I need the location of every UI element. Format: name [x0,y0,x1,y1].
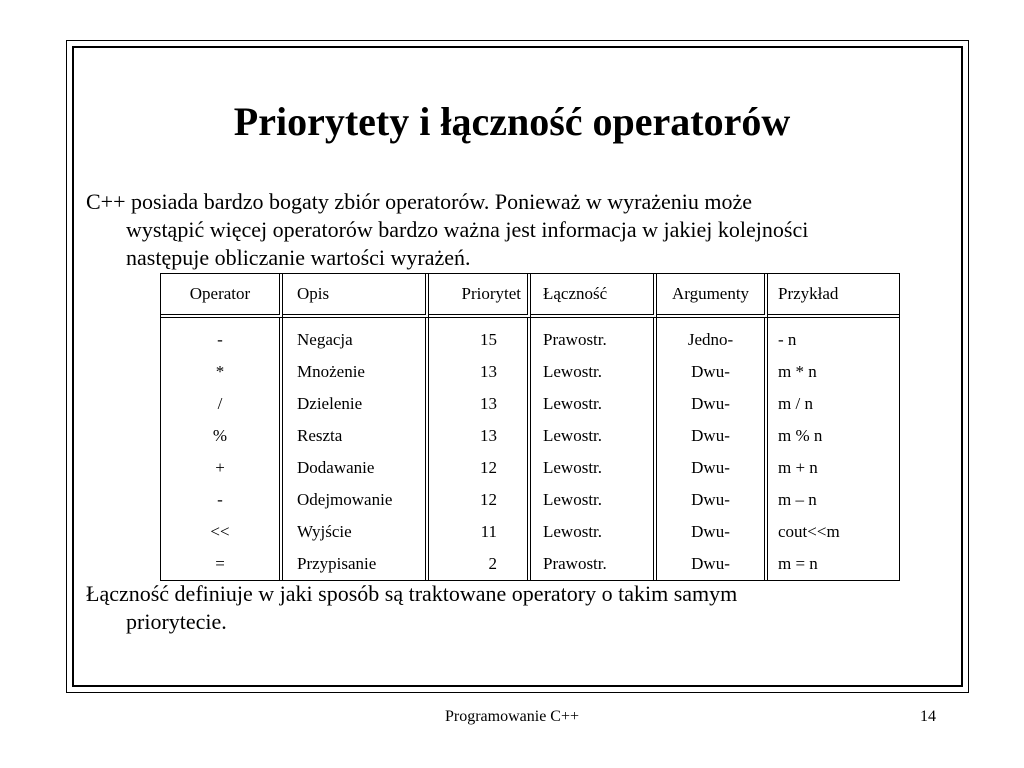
outro-line-2: priorytecie. [126,609,227,634]
cell-operator: + [161,452,283,484]
cell-description: Dzielenie [283,388,429,420]
cell-arguments: Dwu- [657,420,768,452]
cell-example: m + n [778,458,818,477]
cell-example: cout<<m [778,522,840,541]
cell-associativity: Lewostr. [531,484,657,516]
operators-table [160,273,900,581]
table-row [161,356,899,388]
footer-page-number: 14 [920,708,936,725]
cell-arguments: Dwu- [657,452,768,484]
outro-paragraph [86,580,926,636]
cell-arguments: Dwu- [657,548,768,580]
cell-example: m % n [778,426,823,445]
header-description: Opis [283,274,429,318]
table-row [161,420,899,452]
cell-associativity: Prawostr. [531,318,657,356]
header-example: Przykład [768,274,899,318]
header-associativity: Łączność [531,274,657,318]
cell-example: m – n [778,490,817,509]
cell-description: Reszta [283,420,429,452]
cell-associativity: Prawostr. [531,548,657,580]
cell-description: Wyjście [283,516,429,548]
cell-priority: 13 [429,356,531,388]
cell-priority: 12 [429,484,531,516]
cell-associativity: Lewostr. [531,420,657,452]
cell-arguments: Dwu- [657,388,768,420]
table-row [161,548,899,580]
cell-arguments: Jedno- [657,318,768,356]
intro-line-2: wystąpić więcej operatorów bardzo ważna jest informacja w jakiej kolejności [126,217,809,242]
cell-priority: 13 [429,388,531,420]
cell-arguments: Dwu- [657,356,768,388]
cell-description: Przypisanie [283,548,429,580]
intro-paragraph [86,188,926,272]
cell-operator: << [161,516,283,548]
cell-arguments: Dwu- [657,484,768,516]
table-row [161,318,899,356]
cell-example: m / n [778,394,813,413]
cell-example: - n [778,330,797,349]
cell-example: m = n [778,554,818,573]
cell-operator: - [161,484,283,516]
cell-priority: 13 [429,420,531,452]
cell-description: Odejmowanie [283,484,429,516]
cell-operator: / [161,388,283,420]
cell-associativity: Lewostr. [531,356,657,388]
table-row [161,484,899,516]
table-header-row [161,274,899,318]
cell-operator: = [161,548,283,580]
footer-course: Programowanie C++ [444,708,580,725]
cell-associativity: Lewostr. [531,516,657,548]
cell-priority: 11 [429,516,531,548]
cell-priority: 2 [429,548,531,580]
header-priority: Priorytet [429,274,531,318]
cell-associativity: Lewostr. [531,388,657,420]
cell-operator: % [161,420,283,452]
header-operator: Operator [161,274,283,318]
slide-title: Priorytety i łączność operatorów [233,99,791,144]
cell-example: m * n [778,362,817,381]
table-row [161,516,899,548]
cell-priority: 12 [429,452,531,484]
table-row [161,452,899,484]
cell-description: Dodawanie [283,452,429,484]
cell-priority: 15 [429,318,531,356]
outro-line-1: Łączność definiuje w jaki sposób są traktowane operatory o takim samym [86,581,738,606]
cell-description: Mnożenie [283,356,429,388]
intro-line-3: następuje obliczanie wartości wyrażeń. [126,245,471,270]
table-body [161,318,899,580]
intro-line-1: C++ posiada bardzo bogaty zbiór operatorów. Ponieważ w wyrażeniu może [86,189,753,214]
table-row [161,388,899,420]
cell-arguments: Dwu- [657,516,768,548]
cell-description: Negacja [283,318,429,356]
cell-operator: - [161,318,283,356]
cell-associativity: Lewostr. [531,452,657,484]
header-arguments: Argumenty [657,274,768,318]
cell-operator: * [161,356,283,388]
